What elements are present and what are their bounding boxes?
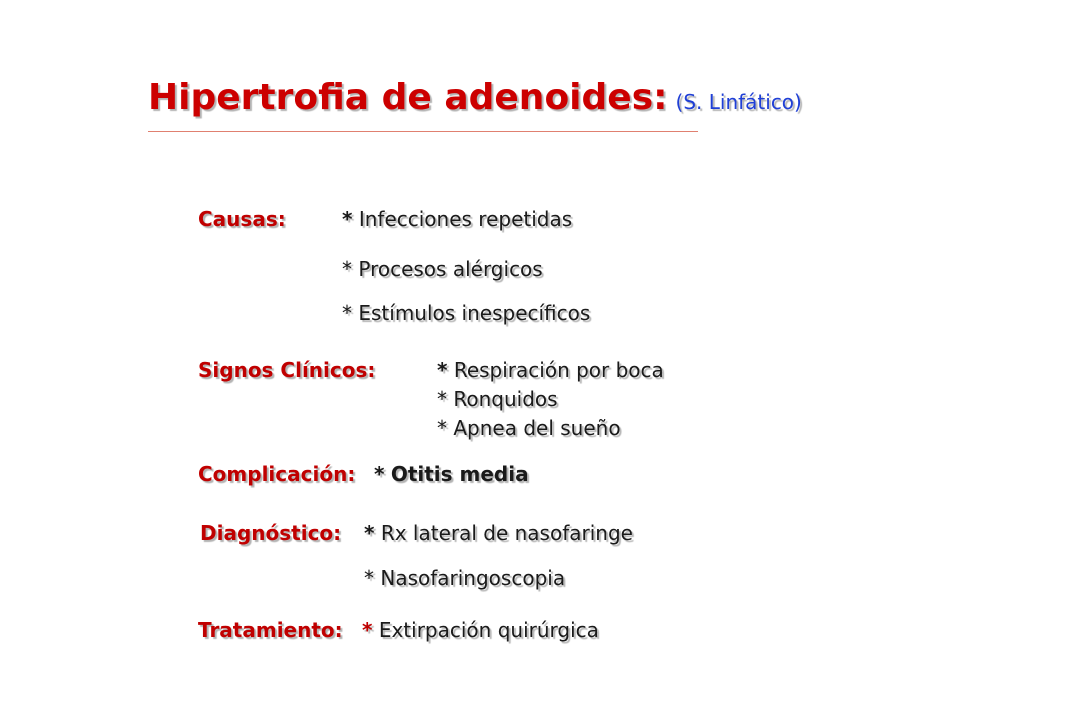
title-underline <box>148 131 698 132</box>
diagnostico-item <box>364 568 565 588</box>
tratamiento-item-text: Extirpación quirúrgica <box>378 618 599 642</box>
causas-item <box>342 259 543 279</box>
bullet-star: * <box>437 416 447 440</box>
bullet-star: * <box>342 257 352 281</box>
diagnostico-label: Diagnóstico: <box>200 521 342 545</box>
title-subtitle: (S. Linfático) <box>675 90 802 114</box>
bullet-star: * <box>364 521 375 545</box>
causas-item-text: Infecciones repetidas <box>358 207 573 231</box>
title-main: Hipertrofia de adenoides: <box>148 77 668 118</box>
tratamiento-label: Tratamiento: <box>198 618 343 642</box>
bullet-star: * <box>364 566 374 590</box>
bullet-star: * <box>374 462 385 486</box>
bullet-star: * <box>437 358 448 382</box>
tratamiento-item <box>362 620 599 640</box>
causas-label: Causas: <box>198 207 286 231</box>
signos-item <box>437 418 621 438</box>
signos-item-text: Ronquidos <box>453 387 558 411</box>
bullet-star: * <box>437 387 447 411</box>
slide-title <box>148 77 802 118</box>
complicacion-label: Complicación: <box>198 462 356 486</box>
complicacion-item <box>374 464 529 484</box>
bullet-star: * <box>342 301 352 325</box>
bullet-star: * <box>362 618 373 642</box>
causas-item <box>342 209 572 229</box>
complicacion-item-text: Otitis media <box>390 462 529 486</box>
diagnostico-item-text: Rx lateral de nasofaringe <box>380 521 633 545</box>
causas-item-text: Estímulos inespecíficos <box>358 301 591 325</box>
signos-item <box>437 389 558 409</box>
causas-item-text: Procesos alérgicos <box>358 257 543 281</box>
signos-item <box>437 360 664 380</box>
signos-label: Signos Clínicos: <box>198 358 376 382</box>
causas-item <box>342 303 590 323</box>
diagnostico-item <box>364 523 633 543</box>
signos-item-text: Apnea del sueño <box>453 416 621 440</box>
signos-item-text: Respiración por boca <box>453 358 664 382</box>
bullet-star: * <box>342 207 353 231</box>
diagnostico-item-text: Nasofaringoscopia <box>380 566 566 590</box>
